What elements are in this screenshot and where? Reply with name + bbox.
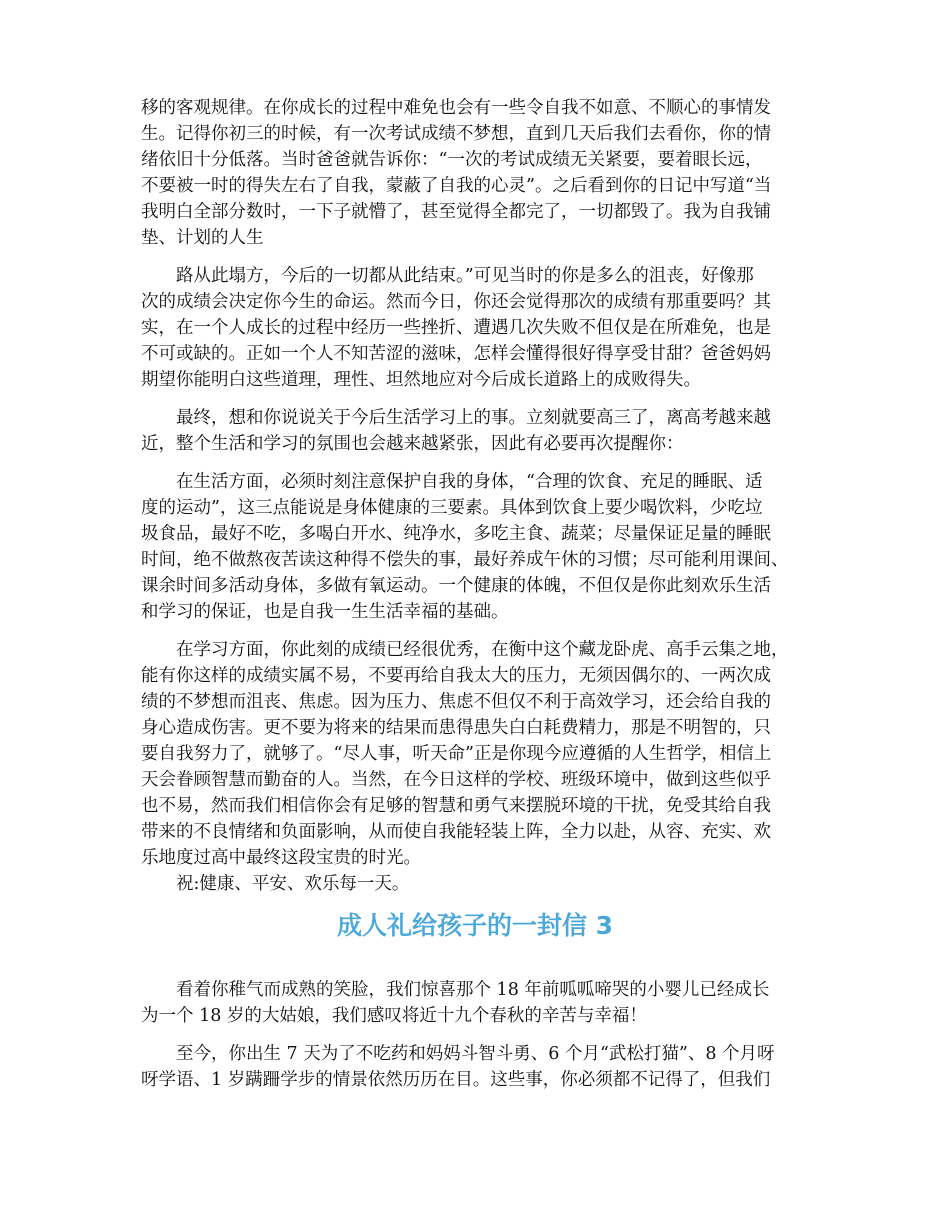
text-line: 垫、计划的人生	[141, 228, 264, 248]
text-line: 也不易，然而我们相信你会有足够的智慧和勇气来摆脱环境的干扰，免受其给自我	[141, 796, 771, 816]
text-line: 在学习方面，你此刻的成绩已经很优秀，在衡中这个藏龙卧虎、高手云集之地，	[176, 640, 789, 660]
text-line: 次的成绩会决定你今生的命运。然而今日，你还会觉得那次的成绩有那重要吗？其	[141, 292, 771, 312]
text-line: 乐地度过高中最终这段宝贵的时光。	[141, 848, 421, 868]
text-line: 和学习的保证，也是自我一生生活幸福的基础。	[141, 602, 509, 622]
text-line: 呀学语、1 岁蹒跚学步的情景依然历历在目。这些事，你必须都不记得了，但我们	[141, 1070, 771, 1090]
text-line: 为一个 18 岁的大姑娘，我们感叹将近十九个春秋的辛苦与幸福！	[141, 1006, 647, 1026]
text-line: 绩的不梦想而沮丧、焦虑。因为压力、焦虑不但仅不利于高效学习，还会给自我的	[141, 692, 771, 712]
text-line: 生。记得你初三的时候，有一次考试成绩不梦想，直到几天后我们去看你，你的情	[141, 124, 771, 144]
text-line: 期望你能明白这些道理，理性、坦然地应对今后成长道路上的成败得失。	[141, 370, 701, 390]
text-line: 移的客观规律。在你成长的过程中难免也会有一些令自我不如意、不顺心的事情发	[141, 98, 771, 118]
section-heading: 成人礼给孩子的一封信 3	[336, 911, 614, 940]
text-line: 近，整个生活和学习的氛围也会越来越紧张，因此有必要再次提醒你：	[141, 434, 684, 454]
text-line: 实，在一个人成长的过程中经历一些挫折、遭遇几次失败不但仅是在所难免，也是	[141, 318, 771, 338]
text-line: 至今，你出生 7 天为了不吃药和妈妈斗智斗勇、6 个月“武松打猫”、8 个月呀	[176, 1044, 775, 1064]
text-line: 圾食品，最好不吃，多喝白开水、纯净水，多吃主食、蔬菜；尽量保证足量的睡眠	[141, 524, 771, 544]
text-line: 看着你稚气而成熟的笑脸，我们惊喜那个 18 年前呱呱啼哭的小婴儿已经成长	[176, 980, 770, 1000]
text-line: 天会眷顾智慧而勤奋的人。当然，在今日这样的学校、班级环境中，做到这些似乎	[141, 770, 771, 790]
text-line: 度的运动”，这三点能说是身体健康的三要素。具体到饮食上要少喝饮料，少吃垃	[141, 498, 763, 518]
text-line: 课余时间多活动身体，多做有氧运动。一个健康的体魄，不但仅是你此刻欢乐生活	[141, 576, 771, 596]
text-line: 我明白全部分数时，一下子就懵了，甚至觉得全都完了，一切都毁了。我为自我铺	[141, 202, 771, 222]
text-line: 时间，绝不做熬夜苦读这种得不偿失的事，最好养成午休的习惯；尽可能利用课间、	[141, 550, 789, 570]
text-line: 不要被一时的得失左右了自我，蒙蔽了自我的心灵”。之后看到你的日记中写道“当	[141, 176, 772, 196]
text-line: 能有你这样的成绩实属不易，不要再给自我太大的压力，无须因偶尔的、一两次成	[141, 666, 771, 686]
text-line: 不可或缺的。正如一个人不知苦涩的滋味，怎样会懂得很好得享受甘甜？爸爸妈妈	[141, 344, 771, 364]
text-line: 路从此塌方，今后的一切都从此结束。”可见当时的你是多么的沮丧，好像那	[176, 266, 754, 286]
text-line: 带来的不良情绪和负面影响，从而使自我能轻装上阵，全力以赴，从容、充实、欢	[141, 822, 771, 842]
text-line: 最终，想和你说说关于今后生活学习上的事。立刻就要高三了，离高考越来越	[176, 408, 771, 428]
text-line: 要自我努力了，就够了。“尽人事，听天命”正是你现今应遵循的人生哲学，相信上	[141, 744, 772, 764]
text-line: 身心造成伤害。更不要为将来的结果而患得患失白白耗费精力，那是不明智的，只	[141, 718, 771, 738]
text-line: 在生活方面，必须时刻注意保护自我的身体，“合理的饮食、充足的睡眠、适	[176, 472, 763, 492]
text-line: 绪依旧十分低落。当时爸爸就告诉你：“一次的考试成绩无关紧要，要着眼长远，	[141, 150, 763, 170]
closing-line: 祝:健康、平安、欢乐每一天。	[176, 874, 410, 894]
